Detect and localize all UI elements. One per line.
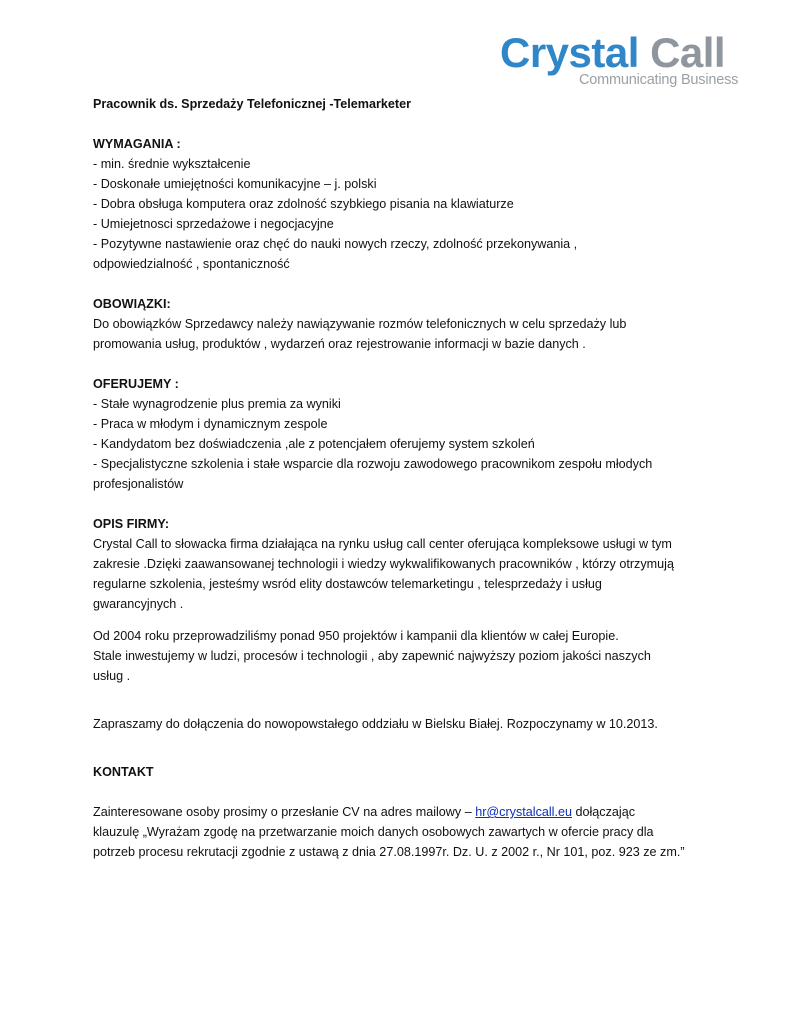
offer-section bbox=[93, 374, 703, 494]
contact-heading: KONTAKT bbox=[93, 765, 154, 779]
offer-line: profesjonalistów bbox=[93, 477, 184, 491]
contact-line bbox=[93, 802, 703, 822]
company-line: Od 2004 roku przeprowadziliśmy ponad 950 projektów i kampanii dla klientów w całej Europie. bbox=[93, 629, 619, 643]
requirements-section bbox=[93, 134, 703, 274]
offer-heading: OFERUJEMY : bbox=[93, 377, 179, 391]
offer-line: - Praca w młodym i dynamicznym zespole bbox=[93, 417, 328, 431]
company-line: gwarancyjnych . bbox=[93, 597, 184, 611]
duties-line: promowania usług, produktów , wydarzeń oraz rejestrowanie informacji w bazie danych . bbox=[93, 337, 586, 351]
offer-line: - Specjalistyczne szkolenia i stałe wsparcie dla rozwoju zawodowego pracownikom zespołu młodych bbox=[93, 457, 653, 471]
duties-heading: OBOWIĄZKI: bbox=[93, 297, 171, 311]
invitation-text: Zapraszamy do dołączenia do nowopowstałego oddziału w Bielsku Białej. Rozpoczynamy w 10.2013. bbox=[93, 717, 658, 731]
company-logo bbox=[500, 29, 739, 90]
contact-text: Zainteresowane osoby prosimy o przesłanie CV na adres mailowy – bbox=[93, 805, 476, 819]
contact-section bbox=[93, 762, 703, 862]
contact-text: dołączając bbox=[571, 805, 635, 819]
duties-line: Do obowiązków Sprzedawcy należy nawiązywanie rozmów telefonicznych w celu sprzedaży lub bbox=[93, 317, 627, 331]
requirements-line: - Doskonałe umiejętności komunikacyjne – j. polski bbox=[93, 177, 377, 191]
company-line: Stale inwestujemy w ludzi, procesów i technologii , aby zapewnić najwyższy poziom jakości naszych bbox=[93, 649, 651, 663]
offer-line: - Kandydatom bez doświadczenia ,ale z potencjałem oferujemy system szkoleń bbox=[93, 437, 535, 451]
email-link[interactable]: hr@crystalcall.eu bbox=[475, 805, 572, 819]
company-section bbox=[93, 514, 703, 686]
contact-line: klauzulę „Wyrażam zgodę na przetwarzanie moich danych osobowych zawartych w ofercie pracy dla bbox=[93, 825, 654, 839]
company-line: regularne szkolenia, jesteśmy wsród elity dostawców telemarketingu , telesprzedaży i usług bbox=[93, 577, 602, 591]
company-line: usług . bbox=[93, 669, 131, 683]
company-line: Crystal Call to słowacka firma działająca na rynku usług call center oferująca kompleksowe usługi w tym bbox=[93, 537, 672, 551]
contact-line: potrzeb procesu rekrutacji zgodnie z ustawą z dnia 27.08.1997r. Dz. U. z 2002 r., Nr 101, poz. 923 ze zm.” bbox=[93, 845, 685, 859]
offer-line: - Stałe wynagrodzenie plus premia za wyniki bbox=[93, 397, 341, 411]
requirements-line: - min. średnie wykształcenie bbox=[93, 157, 251, 171]
logo-name-part2: Call bbox=[650, 29, 726, 76]
requirements-line: odpowiedzialność , spontaniczność bbox=[93, 257, 290, 271]
company-heading: OPIS FIRMY: bbox=[93, 517, 170, 531]
requirements-line: - Pozytywne nastawienie oraz chęć do nauki nowych rzeczy, zdolność przekonywania , bbox=[93, 237, 578, 251]
logo-tagline: Communicating Business bbox=[579, 72, 739, 88]
logo-name-part1: Crystal bbox=[500, 29, 639, 76]
job-title: Pracownik ds. Sprzedaży Telefonicznej -Telemarketer bbox=[93, 97, 411, 111]
document-body bbox=[93, 94, 703, 862]
company-line: zakresie .Dzięki zaawansowanej technologii i wiedzy wykwalifikowanych pracowników , którzy otrzymują bbox=[93, 557, 674, 571]
requirements-line: - Umiejetnosci sprzedażowe i negocjacyjne bbox=[93, 217, 334, 231]
requirements-line: - Dobra obsługa komputera oraz zdolność szybkiego pisania na klawiaturze bbox=[93, 197, 514, 211]
duties-section bbox=[93, 294, 703, 354]
logo-wordmark bbox=[500, 30, 725, 76]
requirements-heading: WYMAGANIA : bbox=[93, 137, 181, 151]
